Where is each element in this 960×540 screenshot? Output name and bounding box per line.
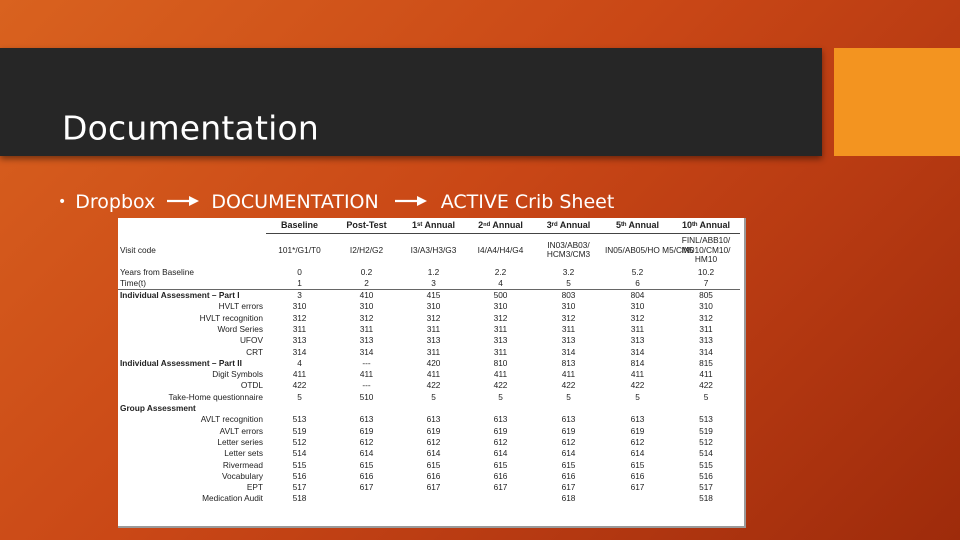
table-cell: I3/A3/H3/G3: [410, 245, 457, 255]
table-row: [118, 234, 740, 267]
row-label: UFOV: [239, 335, 263, 346]
table-cell: 618: [561, 493, 576, 504]
arrow-right-icon: [395, 191, 427, 213]
table-cell: 515: [292, 459, 307, 470]
table-cell: 513: [699, 414, 713, 425]
table-header-cell: 5ᵗʰ Annual: [603, 218, 672, 234]
table-cell: 500: [493, 290, 508, 301]
table-header-row: [118, 218, 740, 234]
row-label: Medication Audit: [202, 493, 263, 504]
table-cell: 4: [297, 357, 302, 368]
table-cell: IN05/AB05/HO M5/CM5: [605, 245, 694, 255]
table-row: [118, 347, 740, 358]
row-label: Word Series: [217, 323, 263, 334]
table-cell: 616: [630, 470, 645, 481]
table-header-cell: 10ᵗʰ Annual: [672, 218, 740, 234]
table-cell: ---: [362, 380, 371, 391]
row-label: Take-Home questionnaire: [168, 391, 263, 402]
table-cell: 6: [603, 278, 672, 290]
table-cell: 311: [493, 346, 508, 357]
table-cell: 512: [699, 436, 713, 447]
row-label: Letter series: [217, 436, 263, 447]
table-cell: 614: [359, 448, 374, 459]
table-cell: 0.2: [360, 266, 373, 277]
row-label: OTDL: [240, 380, 263, 391]
table-cell: 814: [630, 357, 645, 368]
table-cell: 411: [699, 369, 713, 380]
table-cell: 516: [699, 470, 713, 481]
table-cell: 613: [493, 414, 508, 425]
table-cell: 615: [630, 459, 645, 470]
crib-sheet-table: [118, 218, 740, 505]
table-cell: 314: [699, 346, 713, 357]
bullet-item-documentation: DOCUMENTATION: [211, 191, 379, 213]
table-cell: 517: [699, 482, 713, 493]
table-cell: 314: [292, 346, 307, 357]
table-cell: 0: [297, 266, 302, 277]
table-cell: 519: [292, 425, 307, 436]
arrow-right-icon: [167, 191, 199, 213]
table-cell: 5: [534, 278, 603, 290]
table-cell: 312: [493, 312, 508, 323]
table-cell: 3: [400, 278, 467, 290]
table-cell: 614: [493, 448, 508, 459]
table-cell: 613: [359, 414, 374, 425]
table-cell: 313: [359, 335, 374, 346]
table-cell: 101*/G1/T0: [278, 245, 321, 255]
table-row: [118, 324, 740, 335]
bullet-dot: •: [58, 194, 67, 210]
table-cell: 312: [292, 312, 307, 323]
table-cell: 314: [561, 346, 576, 357]
table-cell: ---: [362, 357, 371, 368]
table-row: [118, 437, 740, 448]
table-cell: 617: [493, 482, 508, 493]
table-cell: 312: [359, 312, 374, 323]
row-label: HVLT recognition: [199, 312, 263, 323]
table-cell: 1: [266, 278, 333, 290]
table-cell: 617: [426, 482, 441, 493]
row-label: AVLT errors: [219, 425, 263, 436]
table-cell: 411: [493, 369, 508, 380]
row-label: Individual Assessment – Part I: [120, 290, 240, 301]
table-cell: 616: [359, 470, 374, 481]
table-cell: I2/H2/G2: [349, 245, 384, 255]
table-cell: 614: [630, 448, 645, 459]
table-cell: 4: [467, 278, 534, 290]
table-header-cell: 1ˢᵗ Annual: [400, 218, 467, 234]
table-cell: 5.2: [631, 266, 644, 277]
row-label: Rivermead: [222, 459, 263, 470]
table-row: [118, 313, 740, 324]
table-row: [118, 493, 740, 504]
row-label: Years from Baseline: [120, 266, 194, 277]
table-cell: [603, 493, 672, 504]
table-cell: 5: [431, 391, 436, 402]
table-cell: 515: [699, 459, 713, 470]
table-cell: 5: [703, 391, 709, 402]
table-header-cell: 2ⁿᵈ Annual: [467, 218, 534, 234]
table-cell: 615: [426, 459, 441, 470]
row-label: Group Assessment: [120, 403, 196, 414]
table-cell: 411: [426, 369, 441, 380]
table-cell: 612: [359, 436, 374, 447]
table-cell: 613: [630, 414, 645, 425]
table-cell: IN03/AB03/ HCM3/CM3: [546, 239, 591, 260]
table-cell: 815: [699, 357, 713, 368]
table-cell: [534, 403, 603, 414]
table-cell: 310: [426, 301, 441, 312]
title-band: [0, 48, 822, 156]
table-cell: 411: [630, 369, 645, 380]
table-cell: 517: [292, 482, 307, 493]
table-cell: [333, 493, 400, 504]
table-row: [118, 267, 740, 278]
table-cell: 5: [635, 391, 640, 402]
table-cell: 803: [561, 290, 576, 301]
row-label: Vocabulary: [221, 470, 263, 481]
table-row: [118, 471, 740, 482]
table-cell: 313: [561, 335, 576, 346]
table-cell: 411: [292, 369, 307, 380]
table-cell: [672, 403, 740, 414]
table-cell: 312: [561, 312, 576, 323]
table-row: [118, 482, 740, 493]
table-cell: 619: [426, 425, 441, 436]
table-cell: 518: [292, 493, 307, 504]
table-row: [118, 426, 740, 437]
table-cell: 313: [292, 335, 307, 346]
table-cell: 311: [493, 323, 508, 334]
table-cell: 411: [359, 369, 374, 380]
table-cell: 314: [359, 346, 374, 357]
table-cell: 5: [297, 391, 302, 402]
table-cell: 615: [561, 459, 576, 470]
table-cell: 3.2: [562, 266, 575, 277]
row-label: AVLT recognition: [200, 414, 263, 425]
table-cell: 613: [561, 414, 576, 425]
table-cell: 312: [699, 312, 713, 323]
table-cell: 310: [359, 301, 374, 312]
table-cell: 518: [699, 493, 713, 504]
table-cell: 311: [359, 323, 374, 334]
row-label: Visit code: [120, 244, 156, 255]
table-cell: 311: [630, 323, 645, 334]
table-cell: 616: [426, 470, 441, 481]
table-cell: 311: [561, 323, 576, 334]
table-header-blank: [118, 218, 266, 234]
table-cell: 422: [630, 380, 645, 391]
row-label: EPT: [246, 482, 263, 493]
table-cell: [467, 493, 534, 504]
slide-title: Documentation: [62, 108, 319, 148]
table-cell: 5: [498, 391, 503, 402]
table-cell: 617: [561, 482, 576, 493]
table-cell: 804: [630, 290, 645, 301]
table-row: [118, 278, 740, 290]
table-header-cell: Baseline: [266, 218, 333, 234]
table-cell: 619: [561, 425, 576, 436]
table-cell: 813: [561, 357, 576, 368]
table-cell: 410: [359, 290, 374, 301]
table-row: [118, 369, 740, 380]
accent-box: [834, 48, 960, 156]
table-cell: 619: [359, 425, 374, 436]
table-cell: 1.2: [427, 266, 440, 277]
table-cell: FINL/ABB10/ IN010/CM10/ HM10: [681, 235, 731, 264]
table-cell: 512: [292, 436, 307, 447]
table-cell: I4/A4/H4/G4: [477, 245, 524, 255]
table-cell: 415: [426, 290, 441, 301]
table-row: [118, 290, 740, 302]
bullet-item-crib-sheet: ACTIVE Crib Sheet: [440, 191, 615, 213]
table-cell: 616: [493, 470, 508, 481]
table-cell: 617: [630, 482, 645, 493]
table-cell: 810: [493, 357, 508, 368]
table-header-cell: Post-Test: [333, 218, 400, 234]
table-cell: 411: [561, 369, 576, 380]
table-cell: 311: [426, 323, 441, 334]
table-cell: 314: [630, 346, 645, 357]
table-cell: 614: [561, 448, 576, 459]
table-row: [118, 392, 740, 403]
row-label: Time(t): [118, 278, 266, 290]
row-label: Digit Symbols: [212, 369, 263, 380]
table-cell: 311: [292, 323, 307, 334]
table-cell: 619: [630, 425, 645, 436]
table-cell: 310: [292, 301, 307, 312]
table-cell: 513: [292, 414, 307, 425]
table-cell: 612: [426, 436, 441, 447]
table-cell: 616: [561, 470, 576, 481]
table-cell: 615: [493, 459, 508, 470]
table-cell: 7: [672, 278, 740, 290]
table-row: [118, 403, 740, 414]
table-cell: 310: [630, 301, 645, 312]
table-cell: 10.2: [697, 266, 715, 277]
table-cell: 313: [426, 335, 441, 346]
table-cell: 422: [292, 380, 307, 391]
table-cell: 612: [561, 436, 576, 447]
table-cell: 422: [561, 380, 576, 391]
table-cell: 2.2: [494, 266, 507, 277]
table-cell: 310: [699, 301, 713, 312]
table-row: [118, 448, 740, 459]
table-cell: 422: [493, 380, 508, 391]
table-cell: [400, 493, 467, 504]
table-cell: 615: [359, 459, 374, 470]
row-label: Letter sets: [224, 448, 263, 459]
table-row: [118, 335, 740, 346]
table-cell: [400, 403, 467, 414]
table-row: [118, 380, 740, 391]
table-cell: 420: [426, 357, 441, 368]
table-cell: 514: [699, 448, 713, 459]
table-row: [118, 460, 740, 471]
table-cell: 619: [493, 425, 508, 436]
table-cell: [467, 403, 534, 414]
table-row: [118, 414, 740, 425]
table-cell: 612: [493, 436, 508, 447]
table-cell: 311: [699, 323, 713, 334]
table-cell: 310: [561, 301, 576, 312]
table-cell: 2: [333, 278, 400, 290]
table-row: [118, 301, 740, 312]
row-label: HVLT errors: [218, 301, 263, 312]
table-cell: 3: [297, 290, 302, 301]
table-header-cell: 3ʳᵈ Annual: [534, 218, 603, 234]
table-cell: 313: [493, 335, 508, 346]
table-cell: 519: [699, 425, 713, 436]
table-cell: 612: [630, 436, 645, 447]
row-label: Individual Assessment – Part II: [120, 357, 242, 368]
table-cell: 617: [359, 482, 374, 493]
table-cell: 311: [426, 346, 441, 357]
table-cell: [333, 403, 400, 414]
table-cell: 310: [493, 301, 508, 312]
table-row: [118, 358, 740, 369]
row-label: CRT: [246, 346, 263, 357]
table-cell: 516: [292, 470, 307, 481]
table-cell: 422: [699, 380, 713, 391]
bullet-item-dropbox: Dropbox: [75, 191, 156, 213]
table-cell: 510: [359, 391, 374, 402]
crib-sheet-image: [118, 218, 746, 528]
table-cell: 614: [426, 448, 441, 459]
table-cell: 313: [630, 335, 645, 346]
table-cell: 514: [292, 448, 307, 459]
table-cell: [266, 403, 333, 414]
table-cell: 422: [426, 380, 441, 391]
table-cell: 312: [426, 312, 441, 323]
table-cell: [603, 403, 672, 414]
table-cell: 312: [630, 312, 645, 323]
table-cell: 313: [699, 335, 713, 346]
table-cell: 5: [566, 391, 571, 402]
table-cell: 805: [699, 290, 713, 301]
bullet-line: [58, 188, 614, 216]
table-cell: 613: [426, 414, 441, 425]
